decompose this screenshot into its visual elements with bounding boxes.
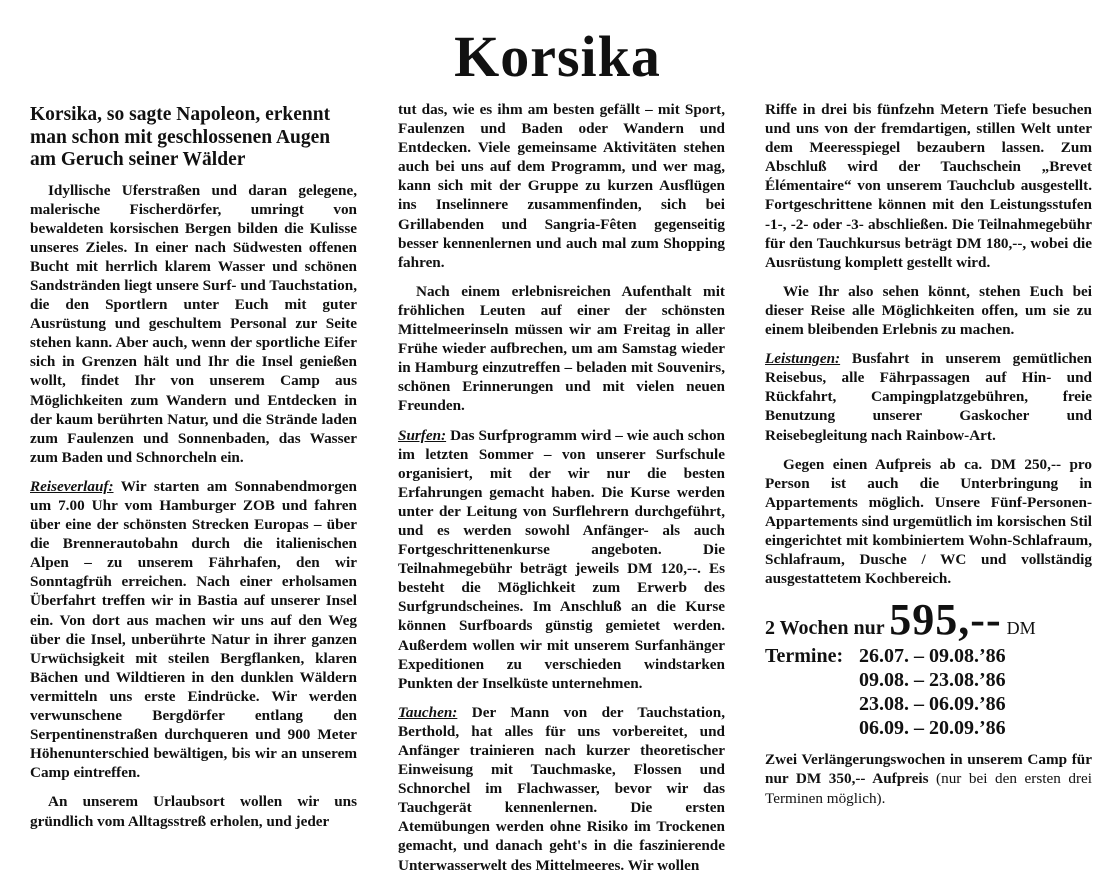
termin-date: 23.08. – 06.09.’86: [859, 693, 1006, 716]
leistungen-paragraph: [765, 349, 1092, 444]
surfen-paragraph: [398, 426, 725, 693]
reiseverlauf-lead: Reiseverlauf:: [30, 477, 114, 495]
price-prefix: 2 Wochen nur: [765, 617, 885, 640]
price-line: [765, 595, 1092, 645]
extension-bold: Zwei Verlängerungswochen in unserem Camp für nur DM 350,-- Aufpreis: [765, 751, 1092, 788]
reiseverlauf-paragraph: [30, 477, 357, 783]
termin-date: 06.09. – 20.09.’86: [859, 717, 1006, 740]
leistungen-lead: Leistungen:: [765, 350, 841, 368]
column-2: [398, 100, 725, 885]
urlaub-paragraph: An unserem Urlaubsort wollen wir uns gründlich vom Alltagsstreß erholen, und jeder: [30, 793, 357, 830]
extension-note: [765, 750, 1092, 807]
column-3: [765, 100, 1092, 818]
termine-list: [765, 644, 1092, 740]
tauchen-text: Der Mann von der Tauchstation, Berthold, hat alles für uns vorbereitet, und Anfänger trainieren nach kurzer theoretischer Einweisung mit Tauchmaske, Flossen und Schnorchel im Flachwasser, bevor wir das Tauchgerät kennenlernen. Die ersten Atemübungen werden ohne Risiko im Trockenen gemacht, und danach geht's in die faszinierende Unterwasserwelt des Mittelmeeres. Wir wollen: [398, 703, 725, 874]
tauchen-paragraph: [398, 703, 725, 875]
intro-paragraph: Idyllische Uferstraßen und daran gelegene, malerische Fischerdörfer, umringt von bewaldeten korsischen Bergen bilden die Kulisse unseres Zieles. In einer nach Südwesten offenen Bucht mit herrlich klarem Wasser und schönen Sandstränden liegt unsere Surf- und Tauchstation, die den Sportlern unter Euch mit guter Ausrüstung und geschultem Personal zur Seite stehen kann. Aber auch, wenn der sportliche Eifer sich in Grenzen hält und Ihr die Insel genießen wollt, findet Ihr von unserem Camp aus Möglichkeiten zum Wandern und Entdecken in der kaum berührten Natur, und die Strände laden zum Faulenzen und Sonnenbaden, das Wasser zum Baden und Schnorcheln ein.: [30, 181, 357, 466]
column-1: [30, 100, 357, 841]
diving-paragraph: Riffe in drei bis fünfzehn Metern Tiefe besuchen und uns von der fremdartigen, stillen Welt unter dem Meeresspiegel bezaubern lassen. Zum Abschluß wird der Tauchschein „Brevet Élémentaire“ von unserem Tauchclub ausgestellt. Fortgeschrittene können mit den Leistungsstufen -1-, -2- oder -3- abschließen. Die Teilnahmegebühr für den Tauchkursus beträgt DM 180,--, wobei die Ausrüstung komplett gestellt wird.: [765, 101, 1092, 271]
headline: Korsika, so sagte Napoleon, erkennt man schon mit geschlossenen Augen am Geruch seiner Wälder: [30, 104, 331, 170]
surfen-lead: Surfen:: [398, 426, 447, 444]
conclusion-paragraph: Wie Ihr also sehen könnt, stehen Euch bei dieser Reise alle Möglichkeiten offen, um sie zu einem bleibenden Erlebnis zu machen.: [765, 282, 1092, 339]
surfen-text: Das Surfprogramm wird – wie auch schon im letzten Sommer – von unserer Surfschule organisiert, mit der wir nur die besten Erfahrungen gemacht haben. Die Kurse werden unter der Leitung von Surflehrern durchgeführt, und es werden sowohl Anfänger- als auch Fortgeschrittenenkurse angeboten. Die Teilnahmegebühr beträgt jeweils DM 120,--. Es besteht die Möglichkeit zum Erwerb des Surfgrundscheines. Im Anschluß an die Kurse können Surfboards günstig gemietet werden. Außerdem wollen wir mit unserem Surfanhänger Expeditionen zu verschieden windstarken Punkten der Inselküste unternehmen.: [398, 426, 725, 692]
leistungen-text: Busfahrt in unserem gemütlichen Reisebus, alle Fährpassagen auf Hin- und Rückfahrt, Campingplatzgebühren, freie Benutzung unserer Gaskocher und Reisebegleitung nach Rainbow-Art.: [765, 350, 1092, 444]
extension-plain: (nur bei den ersten drei Terminen möglich).: [765, 770, 1092, 807]
appartement-paragraph: Gegen einen Aufpreis ab ca. DM 250,-- pro Person ist auch die Unterbringung in Appartements möglich. Unsere Fünf-Personen-Appartements sind urgemütlich im korsischen Stil eingerichtet mit kombiniertem Wohn-Schlafraum, Schlafraum, Dusche / WC und vollständig ausgestattetem Kochbereich.: [765, 455, 1092, 588]
page-title: Korsika: [454, 24, 661, 89]
price-value: 595,--: [889, 595, 1002, 645]
reiseverlauf-text: Wir starten am Sonnabendmorgen um 7.00 Uhr vom Hamburger ZOB und fahren über eine der schönsten Strecken Europas – über die Brennerautobahn durch die italienischen Alpen – zu unserem Fährhafen, den wir Sonntagfrüh erreichen. Nach einer erholsamen Überfahrt treffen wir in Bastia auf unserer Insel ein. Von dort aus machen wir uns auf den Weg über die Insel, unberührte Natur in ihrer ganzen Urwüchsigkeit mit steilen Bergflanken, klaren Bächen und Wildtieren in den dunklen Wäldern vermitteln uns erste Eindrücke. Wir werden verwunschene Bergdörfer entlang den Serpentinenstraßen durchqueren und 900 Meter Höhenunterschied bewältigen, bis wir an unserem Camp eintreffen.: [30, 477, 357, 782]
tauchen-lead: Tauchen:: [398, 703, 458, 721]
termin-date: 09.08. – 23.08.’86: [859, 669, 1006, 692]
return-paragraph: Nach einem erlebnisreichen Aufenthalt mit fröhlichen Leuten auf einer der schönsten Mittelmeerinseln müssen wir am Freitag in aller Frühe wieder aufbrechen, um am Samstag wieder in Hamburg einzutreffen – beladen mit Souvenirs, schönen Erinnerungen und mit vielen neuen Freunden.: [398, 282, 725, 415]
activities-paragraph: tut das, wie es ihm am besten gefällt – mit Sport, Faulenzen und Baden oder Wandern und Entdecken. Viele gemeinsame Aktivitäten stehen auch bei uns auf dem Programm, und wer mag, kann sich mit der Gruppe zu kurzen Ausflügen ins Inselinnere zusammenfinden, sich bei Grillabenden und Sangria-Fêten gegenseitig besser kennenlernen und auch mal zum Shopping fahren.: [398, 101, 725, 271]
termine-label: Termine:: [765, 645, 844, 668]
price-unit: DM: [1006, 618, 1036, 639]
termin-date: 26.07. – 09.08.’86: [859, 645, 1006, 668]
